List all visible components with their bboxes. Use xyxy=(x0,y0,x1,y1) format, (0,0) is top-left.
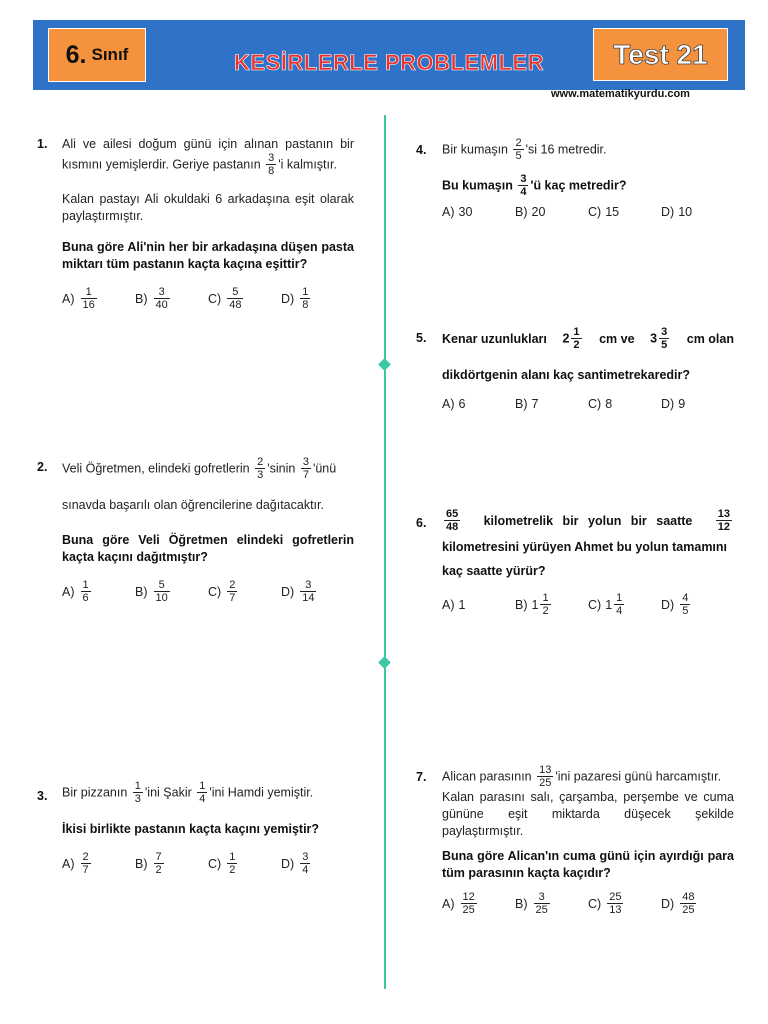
question-7 xyxy=(442,765,734,916)
denominator: 5 xyxy=(682,605,689,617)
question-text-part: Kenar uzunlukları xyxy=(442,331,547,346)
fraction xyxy=(81,580,91,604)
question-number: 4. xyxy=(416,143,427,157)
option-c[interactable] xyxy=(208,852,281,876)
options-row xyxy=(62,852,354,876)
numerator: 3 xyxy=(538,891,545,903)
option-b[interactable] xyxy=(135,580,208,604)
question-text xyxy=(442,509,734,533)
grade-word: Sınıf xyxy=(91,45,129,64)
denominator: 3 xyxy=(257,469,264,481)
fraction xyxy=(154,852,164,876)
denominator: 4 xyxy=(520,186,527,198)
numerator: 5 xyxy=(232,286,239,298)
option-label: A) xyxy=(442,205,455,219)
whole-part: 1 xyxy=(458,597,466,612)
fraction xyxy=(534,892,550,916)
numerator: 3 xyxy=(268,152,275,164)
question-text-part: 'si 16 metredir. xyxy=(525,142,607,157)
option-c[interactable] xyxy=(208,580,281,604)
column-divider xyxy=(384,115,386,989)
numerator: 13 xyxy=(539,764,552,776)
test-label: Test 21 xyxy=(613,38,708,70)
fraction xyxy=(300,287,310,311)
question-text xyxy=(442,765,734,789)
option-value: 30 xyxy=(458,205,473,219)
option-label: B) xyxy=(515,896,528,911)
denominator: 5 xyxy=(661,339,668,351)
numerator: 25 xyxy=(609,891,622,903)
numerator: 1 xyxy=(134,780,141,792)
question-text-part: Alican parasının xyxy=(442,769,532,784)
option-b[interactable] xyxy=(515,593,588,617)
denominator: 2 xyxy=(573,339,580,351)
option-label: C) xyxy=(588,205,602,219)
question-prompt: Buna göre Ali'nin her bir arkadaşına düşen pasta miktarı tüm pastanın kaçta kaçına eşittir? xyxy=(62,240,354,271)
denominator: 3 xyxy=(134,793,141,805)
option-d[interactable] xyxy=(661,892,734,916)
question-number: 6. xyxy=(416,516,427,530)
denominator: 4 xyxy=(199,793,206,805)
fraction xyxy=(537,765,553,789)
numerator: 3 xyxy=(305,579,312,591)
fraction xyxy=(81,852,91,876)
fraction xyxy=(227,287,243,311)
numerator: 48 xyxy=(682,891,695,903)
denominator: 8 xyxy=(302,299,309,311)
question-text-part: 'ünü xyxy=(312,461,337,476)
denominator: 48 xyxy=(229,299,242,311)
fraction xyxy=(680,892,696,916)
question-text: Kalan pastayı Ali okuldaki 6 arkadaşına eşit olarak paylaştırmıştır. xyxy=(62,192,354,223)
fraction xyxy=(133,781,143,805)
question-text-part: 'i kalmıştır. xyxy=(278,157,337,172)
fraction xyxy=(614,593,624,617)
fraction xyxy=(227,852,237,876)
numerator: 2 xyxy=(229,579,236,591)
option-label: C) xyxy=(588,896,602,911)
numerator: 3 xyxy=(520,173,527,185)
fraction xyxy=(513,138,523,162)
numerator: 1 xyxy=(542,592,549,604)
option-a[interactable] xyxy=(62,580,135,604)
option-label: B) xyxy=(515,205,528,219)
question-6 xyxy=(442,509,734,617)
fraction xyxy=(255,457,265,481)
option-label: A) xyxy=(442,597,455,612)
question-text-part: cm olan xyxy=(686,331,734,346)
denominator: 4 xyxy=(302,864,309,876)
question-number: 3. xyxy=(37,789,48,803)
question-text: Kalan parasını salı, çarşamba, perşembe ve cuma gününe eşit miktarda düşecek şekilde paylaştırmıştır. xyxy=(442,790,734,838)
numerator: 1 xyxy=(82,579,89,591)
question-text xyxy=(442,327,734,351)
numerator: 3 xyxy=(661,326,668,338)
option-c[interactable] xyxy=(208,287,281,311)
question-text-part: Ali ve ailesi doğum günü için alınan pastanın bir kısmını yemişlerdir. Geriye pastanın xyxy=(62,137,354,172)
question-5 xyxy=(442,327,734,413)
question-text xyxy=(442,138,742,162)
denominator: 8 xyxy=(268,165,275,177)
option-label: C) xyxy=(208,856,222,871)
question-3 xyxy=(62,781,354,876)
denominator: 48 xyxy=(446,521,459,533)
whole-part: 3 xyxy=(650,331,658,346)
mixed-number xyxy=(562,327,583,351)
option-label: C) xyxy=(208,584,222,599)
option-a[interactable] xyxy=(62,852,135,876)
fraction xyxy=(461,892,477,916)
numerator: 3 xyxy=(302,851,309,863)
question-text-part: 'ini Hamdi yemiştir. xyxy=(209,785,314,800)
whole-part: 1 xyxy=(605,597,613,612)
option-a[interactable] xyxy=(442,892,515,916)
option-d[interactable] xyxy=(281,852,354,876)
fraction xyxy=(680,593,690,617)
question-text-part: Bir kumaşın xyxy=(442,142,508,157)
denominator: 25 xyxy=(539,777,552,789)
question-text-part: 'sinin xyxy=(267,461,296,476)
option-b[interactable] xyxy=(515,892,588,916)
grade-number: 6. xyxy=(65,40,87,69)
fraction xyxy=(300,580,316,604)
numerator: 4 xyxy=(682,592,689,604)
option-label: B) xyxy=(135,291,148,306)
denominator: 7 xyxy=(229,592,236,604)
fraction xyxy=(301,457,311,481)
denominator: 16 xyxy=(82,299,95,311)
divider-diamond xyxy=(378,656,391,669)
option-value: 6 xyxy=(458,397,466,411)
numerator: 3 xyxy=(302,456,309,468)
option-label: A) xyxy=(62,856,75,871)
fraction xyxy=(571,327,581,351)
option-label: C) xyxy=(208,291,222,306)
option-label: D) xyxy=(661,896,675,911)
website-link[interactable]: www.matematikyurdu.com xyxy=(551,88,690,100)
option-label: C) xyxy=(588,397,602,411)
option-label: D) xyxy=(661,597,675,612)
page-title-text: KESİRLERLE PROBLEMLER xyxy=(234,50,544,75)
fraction xyxy=(81,287,97,311)
numerator: 3 xyxy=(158,286,165,298)
options-row xyxy=(442,396,734,413)
question-text-part: 'ü kaç metredir? xyxy=(530,178,627,193)
whole-part: 1 xyxy=(531,597,539,612)
denominator: 25 xyxy=(535,904,548,916)
option-d[interactable] xyxy=(281,287,354,311)
options-row xyxy=(62,580,354,604)
options-row xyxy=(62,287,354,311)
fraction xyxy=(518,174,528,198)
question-prompt xyxy=(442,174,742,198)
option-c[interactable] xyxy=(588,396,661,413)
question-text-part: 'ini Şakir xyxy=(144,785,192,800)
divider-diamond xyxy=(378,358,391,371)
whole-part: 2 xyxy=(562,331,570,346)
fraction xyxy=(154,287,170,311)
fraction xyxy=(716,509,732,533)
numerator: 1 xyxy=(199,780,206,792)
denominator: 40 xyxy=(155,299,168,311)
fraction xyxy=(266,153,276,177)
fraction xyxy=(659,327,669,351)
option-value: 20 xyxy=(531,205,546,219)
fraction xyxy=(607,892,623,916)
denominator: 14 xyxy=(302,592,315,604)
option-label: A) xyxy=(62,584,75,599)
option-b[interactable] xyxy=(515,204,588,221)
option-d[interactable] xyxy=(661,396,734,413)
option-value: 8 xyxy=(605,397,613,411)
option-label: D) xyxy=(661,397,675,411)
option-a[interactable] xyxy=(442,204,515,221)
numerator: 12 xyxy=(462,891,475,903)
question-text-part: Bu kumaşın xyxy=(442,178,513,193)
denominator: 25 xyxy=(462,904,475,916)
question-number: 2. xyxy=(37,460,48,474)
option-label: D) xyxy=(281,584,295,599)
denominator: 2 xyxy=(542,605,549,617)
option-c[interactable] xyxy=(588,593,661,617)
question-prompt: dikdörtgenin alanı kaç santimetrekaredir? xyxy=(442,368,690,382)
numerator: 1 xyxy=(616,592,623,604)
numerator: 2 xyxy=(257,456,264,468)
question-prompt: Buna göre Alican'ın cuma günü için ayırdığı para tüm parasının kaçta kaçıdır? xyxy=(442,849,734,880)
option-label: B) xyxy=(515,597,528,612)
denominator: 13 xyxy=(609,904,622,916)
denominator: 2 xyxy=(155,864,162,876)
question-text-part: Bir pizzanın xyxy=(62,785,128,800)
fraction xyxy=(154,580,170,604)
numerator: 2 xyxy=(515,137,522,149)
option-value: 15 xyxy=(605,205,620,219)
question-2 xyxy=(62,457,354,604)
options-row xyxy=(442,593,734,617)
question-1 xyxy=(62,136,354,311)
option-label: A) xyxy=(62,291,75,306)
option-label: B) xyxy=(135,584,148,599)
option-c[interactable] xyxy=(588,892,661,916)
option-label: B) xyxy=(515,397,528,411)
denominator: 2 xyxy=(229,864,236,876)
option-value: 9 xyxy=(678,397,686,411)
denominator: 7 xyxy=(82,864,89,876)
question-text-part: kilometrelik bir yolun bir saatte xyxy=(483,513,693,528)
denominator: 6 xyxy=(82,592,89,604)
numerator: 65 xyxy=(446,508,459,520)
question-prompt: İkisi birlikte pastanın kaçta kaçını yemiştir? xyxy=(62,822,320,836)
question-text xyxy=(62,136,354,177)
option-value: 10 xyxy=(678,205,693,219)
option-d[interactable] xyxy=(281,580,354,604)
option-label: B) xyxy=(135,856,148,871)
denominator: 5 xyxy=(515,150,522,162)
options-row xyxy=(442,892,734,916)
option-label: A) xyxy=(442,397,455,411)
numerator: 5 xyxy=(158,579,165,591)
mixed-number xyxy=(650,327,671,351)
question-4 xyxy=(442,138,742,221)
denominator: 12 xyxy=(717,521,730,533)
option-b[interactable] xyxy=(135,287,208,311)
question-prompt: Buna göre Veli Öğretmen elindeki gofretlerin kaçta kaçını dağıtmıştır? xyxy=(62,533,354,564)
question-prompt: kilometresini yürüyen Ahmet bu yolun tamamını kaç saatte yürür? xyxy=(442,540,728,578)
option-label: A) xyxy=(442,896,455,911)
question-text-part: Veli Öğretmen, elindeki gofretlerin xyxy=(62,461,250,476)
question-number: 5. xyxy=(416,331,427,345)
numerator: 13 xyxy=(717,508,730,520)
option-label: D) xyxy=(281,291,295,306)
option-c[interactable] xyxy=(588,204,661,221)
fraction xyxy=(300,852,310,876)
numerator: 2 xyxy=(82,851,89,863)
fraction xyxy=(197,781,207,805)
option-b[interactable] xyxy=(135,852,208,876)
question-text xyxy=(62,781,354,805)
denominator: 7 xyxy=(302,469,309,481)
option-a[interactable] xyxy=(62,287,135,311)
question-text: sınavda başarılı olan öğrencilerine dağıtacaktır. xyxy=(62,498,324,512)
denominator: 25 xyxy=(682,904,695,916)
option-d[interactable] xyxy=(661,593,734,617)
fraction xyxy=(444,509,460,533)
numerator: 1 xyxy=(302,286,309,298)
numerator: 7 xyxy=(155,851,162,863)
option-label: D) xyxy=(281,856,295,871)
option-label: C) xyxy=(588,597,602,612)
denominator: 10 xyxy=(155,592,168,604)
test-badge xyxy=(593,28,728,81)
question-text xyxy=(62,457,354,481)
question-number: 1. xyxy=(37,137,48,151)
numerator: 1 xyxy=(229,851,236,863)
question-number: 7. xyxy=(416,770,427,784)
numerator: 1 xyxy=(85,286,92,298)
question-text-part: 'ini pazaresi günü harcamıştır. xyxy=(555,769,722,784)
option-b[interactable] xyxy=(515,396,588,413)
fraction xyxy=(227,580,237,604)
option-a[interactable] xyxy=(442,597,515,614)
denominator: 4 xyxy=(616,605,623,617)
numerator: 1 xyxy=(573,326,580,338)
options-row xyxy=(442,204,742,221)
option-label: D) xyxy=(661,205,675,219)
option-d[interactable] xyxy=(661,204,734,221)
option-value: 7 xyxy=(531,397,539,411)
fraction xyxy=(540,593,550,617)
question-text-part: cm ve xyxy=(599,331,635,346)
option-a[interactable] xyxy=(442,396,515,413)
